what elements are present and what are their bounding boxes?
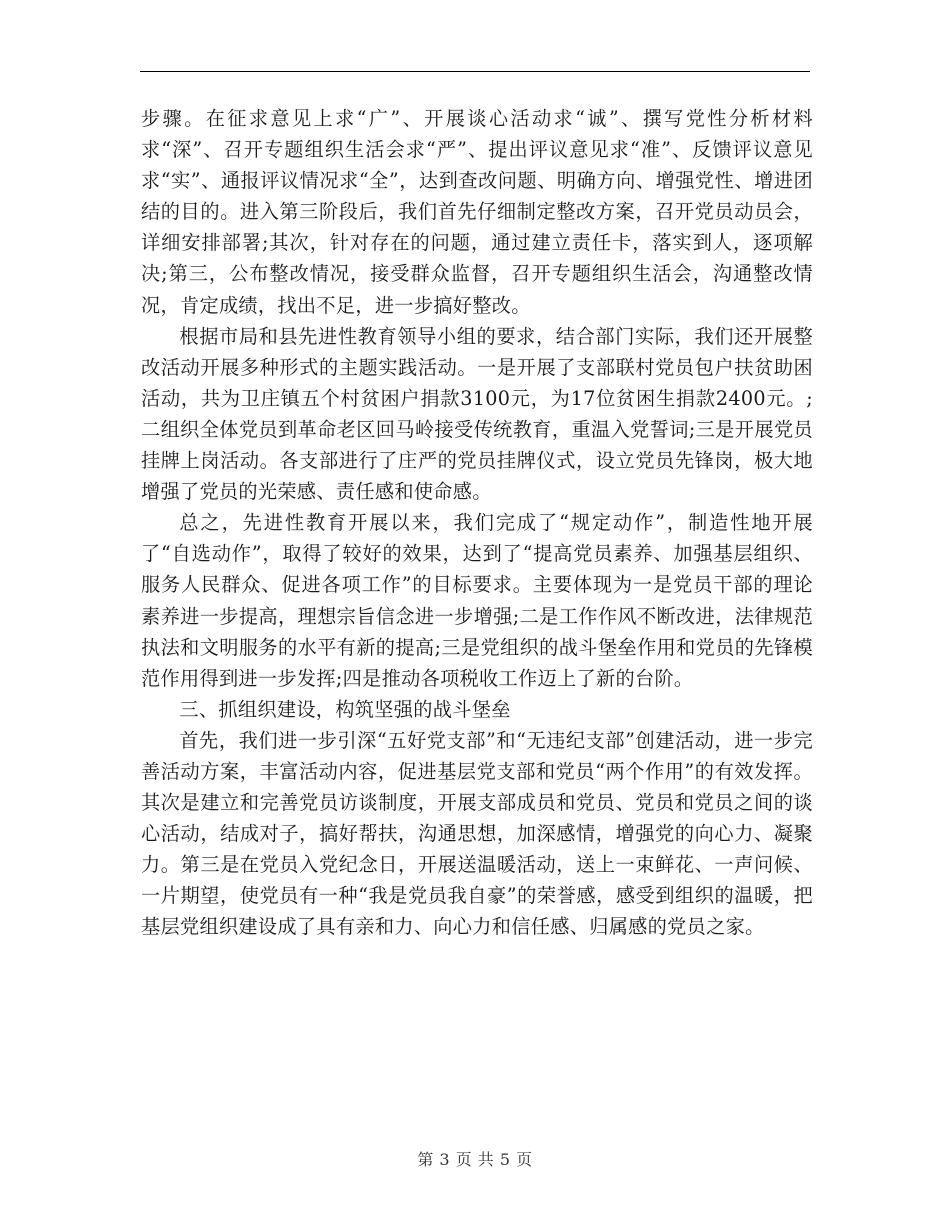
paragraph-theme-activities: 根据市局和县先进性教育领导小组的要求，结合部门实际，我们还开展整改活动开展多种形式的主题实践活动。一是开展了支部联村党员包户扶贫助困活动，共为卫庄镇五个村贫困户捐款3100元，为17位贫困生捐款2400元。;二组织全体党员到革命老区回马岭接受传统教育，重温入党誓词;三是开展党员挂牌上岗活动。各支部进行了庄严的党员挂牌仪式，设立党员先锋岗，极大地增强了党员的光荣感、责任感和使命感。	[141, 324, 813, 504]
header-rule	[140, 71, 810, 72]
paragraph-organization: 首先，我们进一步引深“五好党支部”和“无违纪支部”创建活动，进一步完善活动方案，丰富活动内容，促进基层党支部和党员“两个作用”的有效发挥。其次是建立和完善党员访谈制度，开展支部成员和党员、党员和党员之间的谈心活动，结成对子，搞好帮扶，沟通思想，加深感情，增强党的向心力、凝聚力。第三是在党员入党纪念日，开展送温暖活动，送上一束鲜花、一声问候、一片期望，使党员有一种“我是党员我自豪”的荣誉感，感受到组织的温暖，把基层党组织建设成了具有亲和力、向心力和信任感、归属感的党员之家。	[141, 728, 813, 939]
page-number: 第 3 页 共 5 页	[417, 1150, 533, 1169]
paragraph-continuation: 步骤。在征求意见上求“广”、开展谈心活动求“诚”、撰写党性分析材料求“深”、召开专题组织生活会求“严”、提出评议意见求“准”、反馈评议意见求“实”、通报评议情况求“全”，达到查改问题、明确方向、增强党性、增进团结的目的。进入第三阶段后，我们首先仔细制定整改方案，召开党员动员会，详细安排部署;其次，针对存在的问题，通过建立责任卡，落实到人，逐项解决;第三，公布整改情况，接受群众监督，召开专题组织生活会，沟通整改情况，肯定成绩，找出不足，进一步搞好整改。	[141, 107, 813, 317]
paragraph-summary: 总之，先进性教育开展以来，我们完成了“规定动作”，制造性地开展了“自选动作”，取得了较好的效果，达到了“提高党员素养、加强基层组织、服务人民群众、促进各项工作”的目标要求。主要体现为一是党员干部的理论素养进一步提高，理想宗旨信念进一步增强;二是工作作风不断改进，法律规范执法和文明服务的水平有新的提高;三是党组织的战斗堡垒作用和党员的先锋模范作用得到进一步发挥;四是推动各项税收工作迈上了新的台阶。	[141, 511, 813, 690]
document-body	[141, 103, 813, 943]
section-heading: 三、抓组织建设，构筑坚强的战斗堡垒	[179, 697, 511, 721]
